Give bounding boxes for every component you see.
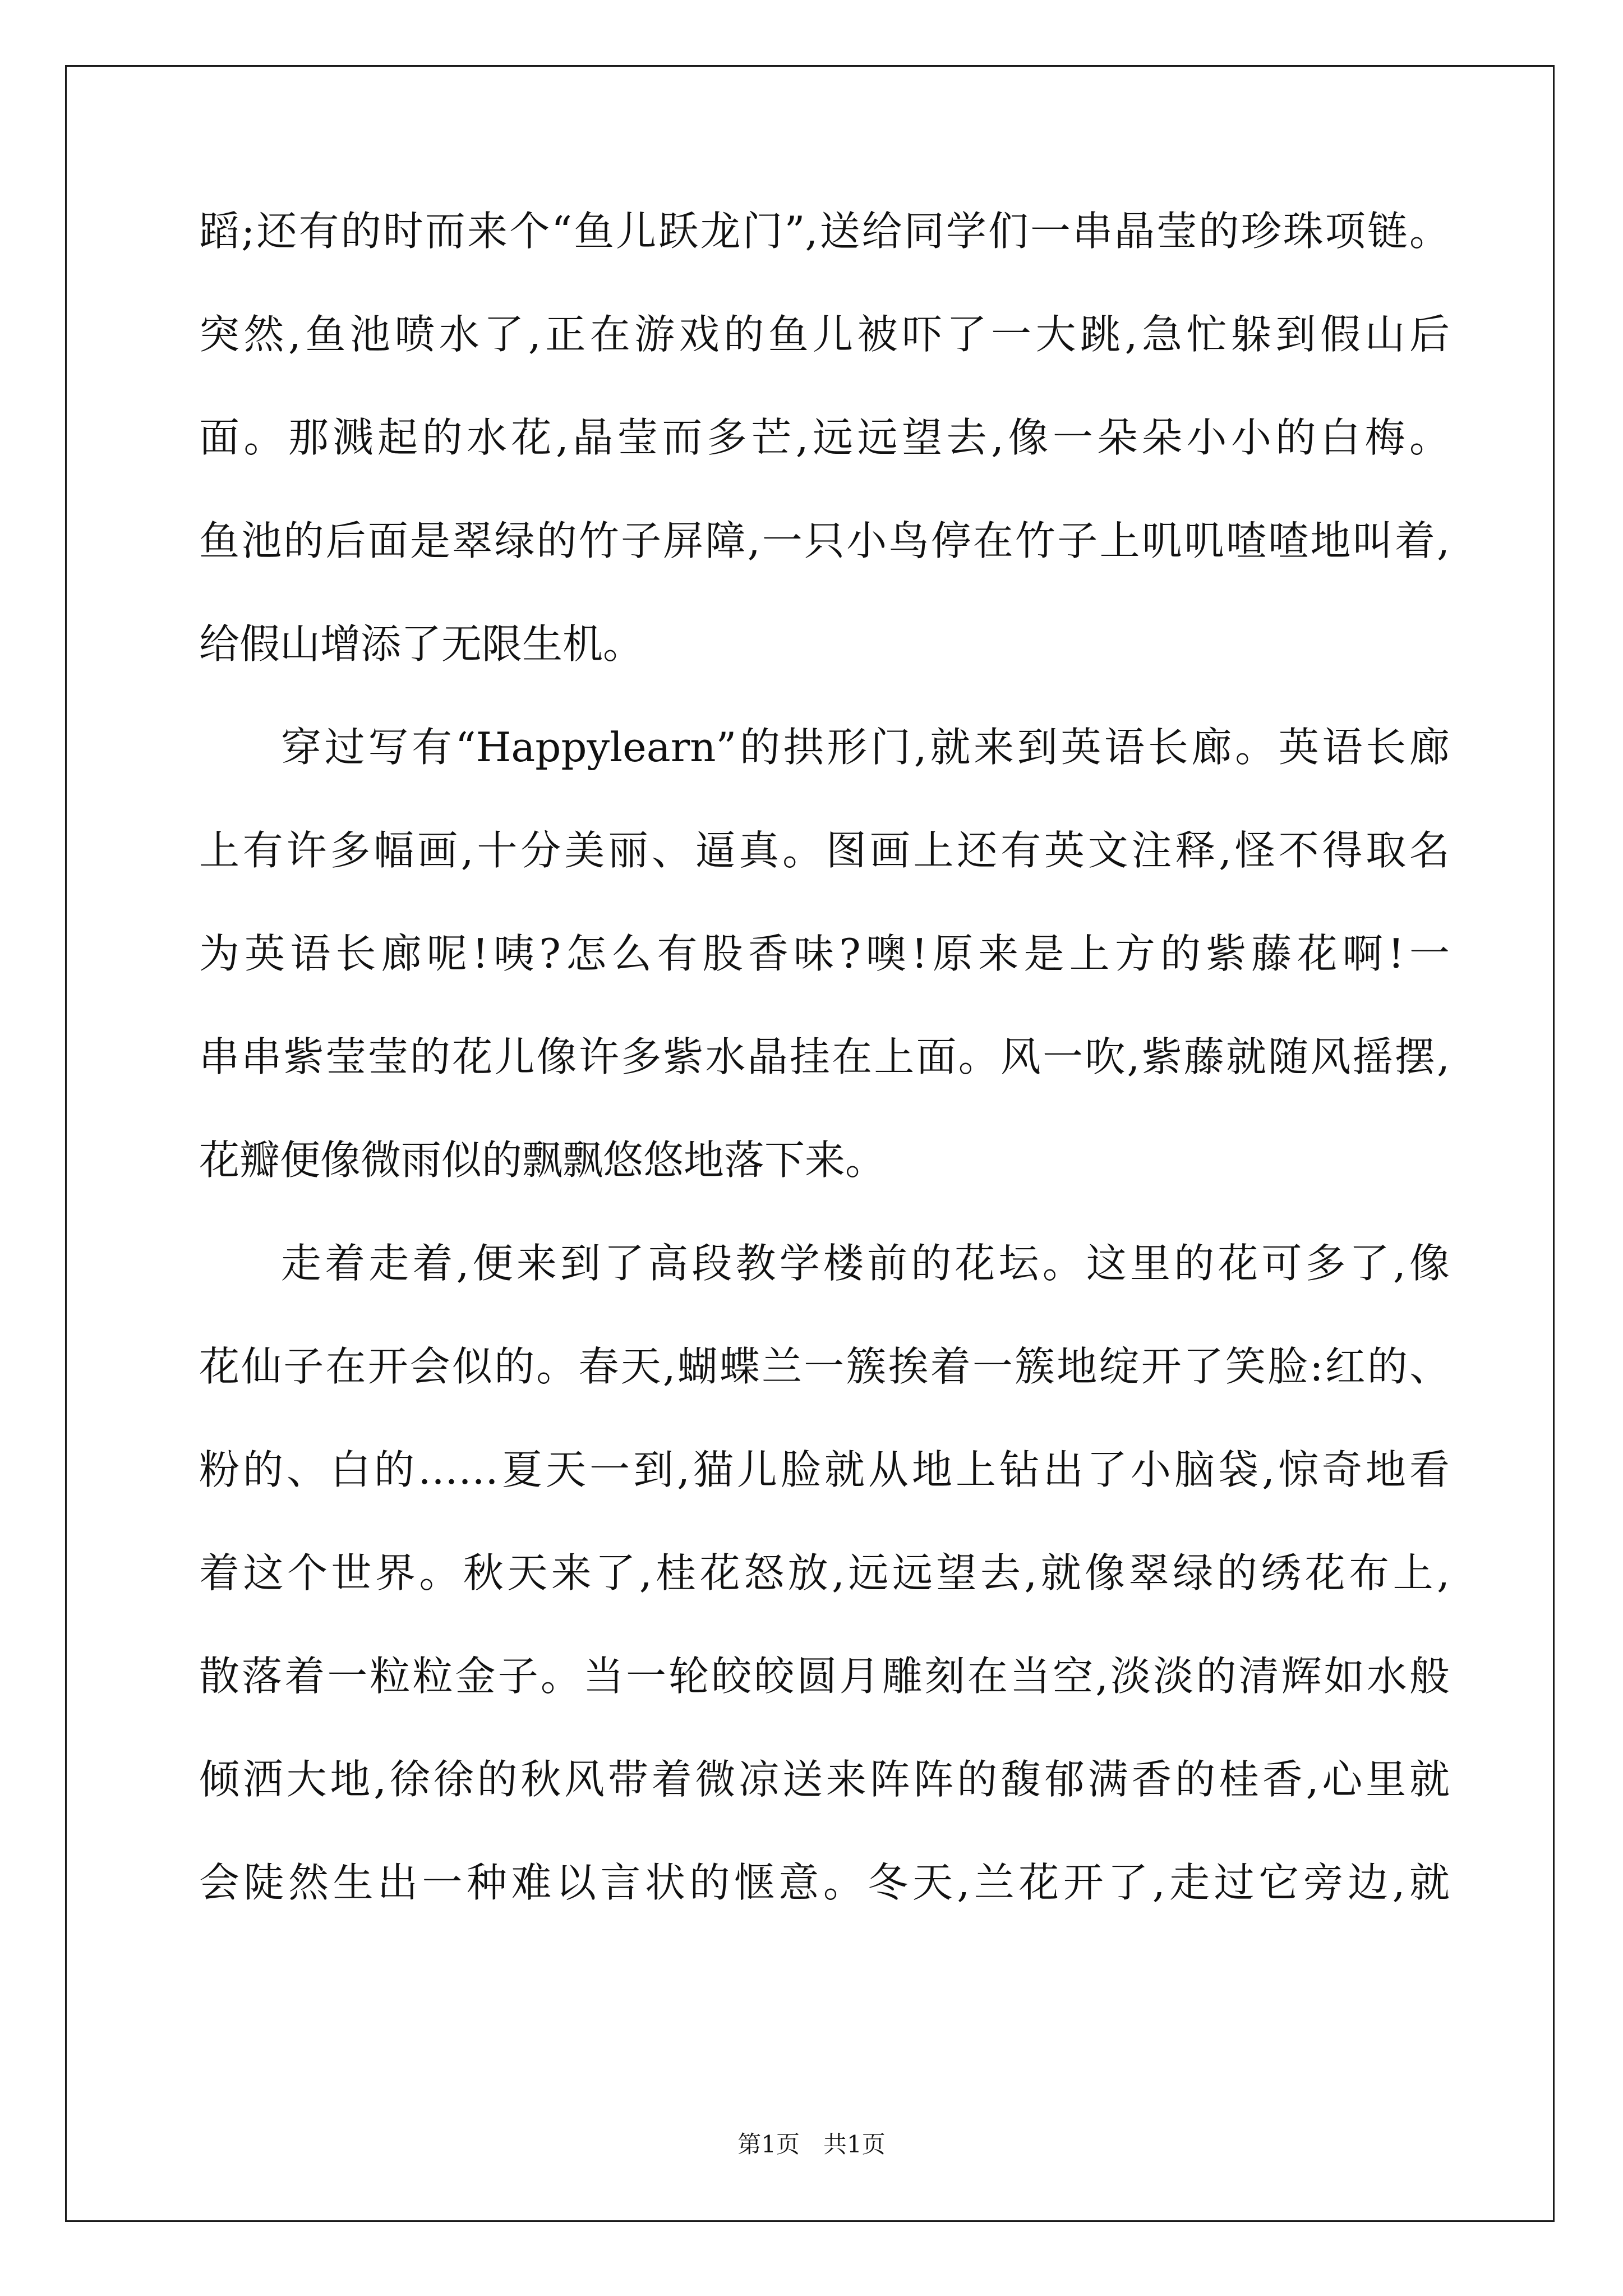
text-line: 鱼池的后面是翠绿的竹子屏障,一只小鸟停在竹子上叽叽喳喳地叫着, xyxy=(199,517,1450,564)
text-line: 倾洒大地,徐徐的秋风带着微凉送来阵阵的馥郁满香的桂香,心里就 xyxy=(199,1756,1450,1803)
text-line: 走着走着,便来到了高段教学楼前的花坛。这里的花可多了,像 xyxy=(281,1240,1450,1287)
text-line: 给假山增添了无限生机。 xyxy=(199,620,644,668)
text-line: 粉的、白的……夏天一到,猫儿脸就从地上钻出了小脑袋,惊奇地看 xyxy=(199,1446,1450,1493)
text-line: 穿过写有“Happylearn”的拱形门,就来到英语长廊。英语长廊 xyxy=(281,724,1450,771)
text-line: 为英语长廊呢!咦?怎么有股香味?噢!原来是上方的紫藤花啊!一 xyxy=(199,930,1450,977)
text-line: 会陡然生出一种难以言状的惬意。冬天,兰花开了,走过它旁边,就 xyxy=(199,1859,1450,1906)
text-line: 散落着一粒粒金子。当一轮皎皎圆月雕刻在当空,淡淡的清辉如水般 xyxy=(199,1653,1450,1700)
text-line: 蹈;还有的时而来个“鱼儿跃龙门”,送给同学们一串晶莹的珍珠项链。 xyxy=(199,208,1450,255)
text-line: 上有许多幅画,十分美丽、逼真。图画上还有英文注释,怪不得取名 xyxy=(199,827,1450,874)
text-line: 着这个世界。秋天来了,桂花怒放,远远望去,就像翠绿的绣花布上, xyxy=(199,1549,1450,1596)
document-body xyxy=(199,180,1450,1934)
text-line: 串串紫莹莹的花儿像许多紫水晶挂在上面。风一吹,紫藤就随风摇摆, xyxy=(199,1033,1450,1080)
text-line: 花仙子在开会似的。春天,蝴蝶兰一簇挨着一簇地绽开了笑脸:红的、 xyxy=(199,1343,1450,1390)
page-number: 第1页 共1页 xyxy=(737,2131,886,2158)
text-line: 突然,鱼池喷水了,正在游戏的鱼儿被吓了一大跳,急忙躲到假山后 xyxy=(199,311,1450,358)
text-line: 面。那溅起的水花,晶莹而多芒,远远望去,像一朵朵小小的白梅。 xyxy=(199,414,1450,461)
text-line: 花瓣便像微雨似的飘飘悠悠地落下来。 xyxy=(199,1137,886,1184)
